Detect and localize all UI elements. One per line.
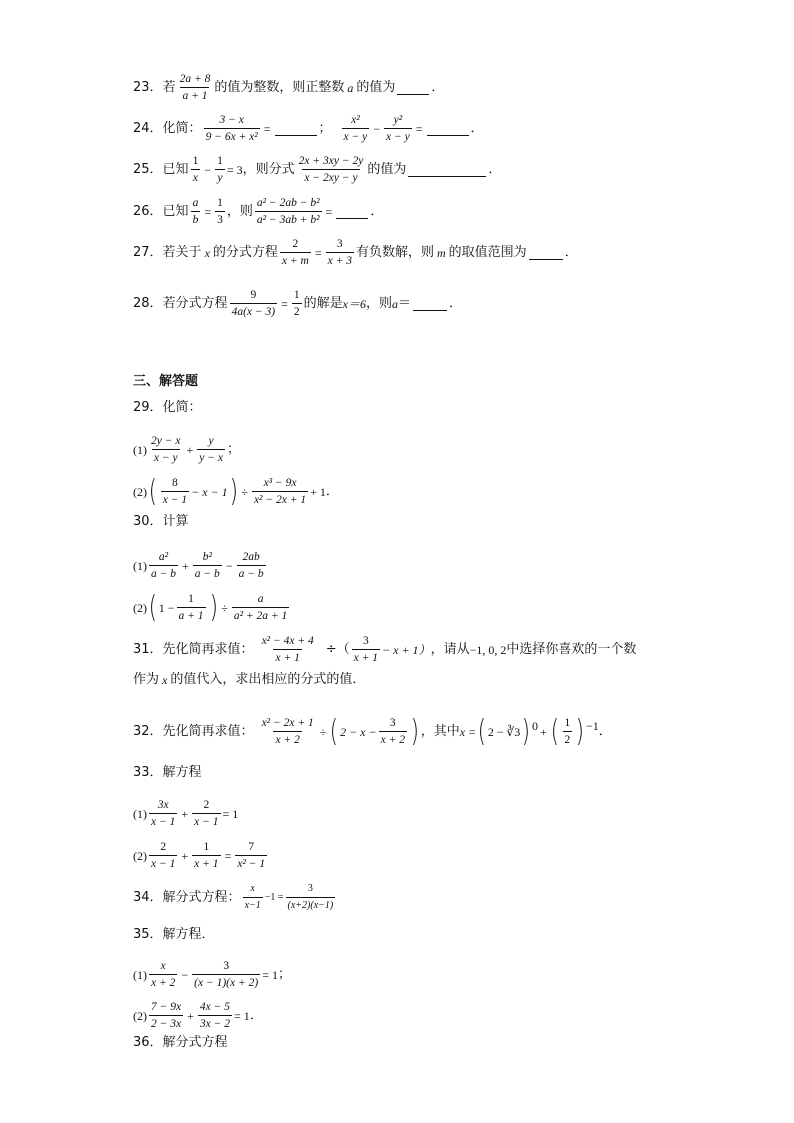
math-text: 的值为整数，则正整数 [214, 79, 345, 95]
fraction-denominator: x − y [342, 128, 370, 144]
math-text: = [263, 121, 271, 136]
fraction [204, 113, 260, 144]
parenthesis: ( [148, 473, 157, 509]
math-text: + [181, 848, 189, 863]
fraction-numerator: 3 [389, 717, 396, 729]
answer-blank[interactable] [275, 121, 317, 136]
fraction-numerator: x [250, 883, 255, 894]
question-23 [133, 72, 444, 103]
math-text: ． [249, 1007, 263, 1023]
fraction-numerator: y² [393, 114, 403, 126]
fraction-denominator: x − 1 [192, 813, 220, 829]
math-text: 计算 [162, 514, 189, 529]
question-33 [133, 763, 202, 783]
fraction [149, 959, 177, 990]
fraction-denominator: a² − 3ab + b² [255, 211, 322, 227]
math-text: a [391, 296, 398, 311]
fraction-denominator: x + 2 [273, 731, 301, 747]
question-number: 24． [133, 120, 163, 136]
fraction-denominator: y [215, 169, 224, 185]
fraction-numerator: 2x + 3xy − 2y [298, 155, 364, 167]
fraction [384, 113, 412, 144]
fraction [198, 1000, 232, 1031]
fraction-denominator: (x − 1)(x + 2) [192, 974, 260, 990]
fraction-denominator: a + 1 [177, 607, 206, 623]
fraction [260, 634, 316, 665]
question-30-part-2 [133, 589, 291, 625]
math-text: − [225, 558, 233, 573]
fraction-denominator: x² − 1 [235, 855, 267, 871]
parenthesis: ) [410, 713, 419, 749]
fraction-numerator: 1 [217, 155, 223, 167]
fraction-numerator: 3 [223, 960, 230, 972]
fraction [192, 959, 260, 990]
math-text: 若 [162, 79, 176, 95]
question-31-line-2 [133, 670, 365, 690]
fraction [280, 237, 311, 268]
fraction-numerator: x² − 4x + 4 [261, 635, 314, 647]
math-text: x = [459, 724, 477, 739]
fraction-denominator: x + 1 [192, 855, 220, 871]
fraction-denominator: 3 [215, 211, 225, 227]
fraction-numerator: 1 [203, 841, 210, 853]
math-text: = [314, 245, 322, 260]
math-text: (2) [133, 1008, 147, 1023]
math-text: = 1 [222, 806, 239, 821]
fraction-denominator: 3x − 2 [198, 1015, 232, 1031]
question-28 [133, 288, 462, 319]
fraction-denominator: y − x [197, 449, 225, 465]
fraction-denominator: x−1 [243, 897, 263, 913]
fraction-numerator: 1 [188, 593, 194, 605]
question-number: 23． [133, 79, 163, 95]
fraction [563, 716, 573, 747]
fraction-denominator: x − 2xy − y [302, 169, 359, 185]
math-text: 2 − ∛3 [487, 724, 521, 739]
fraction-denominator: x − y [152, 449, 180, 465]
question-29-part-2 [133, 473, 339, 509]
fraction-numerator: a [257, 593, 264, 605]
math-text: (1) [133, 442, 147, 457]
math-text: ． [598, 723, 612, 739]
fraction-numerator: x³ − 9x [263, 477, 297, 489]
fraction-numerator: 3x [157, 799, 169, 811]
math-text: 1 − [158, 600, 175, 615]
math-text: ÷ [221, 600, 228, 615]
fraction [149, 1000, 183, 1031]
fraction [260, 716, 316, 747]
math-text: − x + 1） [382, 642, 431, 657]
math-text: − [181, 967, 189, 982]
fraction-numerator: 1 [564, 717, 571, 729]
question-31 [133, 634, 636, 665]
math-text: (1) [133, 806, 147, 821]
fraction-denominator: b [191, 211, 201, 227]
question-30 [133, 512, 189, 532]
math-text: 的取值范围为 [448, 244, 527, 260]
math-text: 先化简再求值： [162, 641, 254, 657]
fraction [149, 550, 178, 581]
math-text: + [182, 558, 189, 573]
math-text: 若关于 [162, 244, 202, 260]
math-text: ； [278, 966, 292, 982]
math-text: x [204, 245, 210, 260]
fraction [191, 154, 201, 185]
fraction-denominator: x − 1 [161, 491, 189, 507]
question-33-part-2 [133, 840, 269, 871]
math-text: ； [318, 120, 332, 136]
math-text: = [325, 204, 333, 219]
fraction-numerator: 2 [203, 799, 210, 811]
question-25 [133, 154, 501, 185]
math-text: 0 [532, 719, 538, 733]
fraction-numerator: 2y − x [151, 435, 181, 447]
question-number: 30． [133, 514, 163, 529]
math-text: ． [325, 483, 339, 499]
fraction-denominator: a − b [149, 565, 178, 581]
math-text: = [224, 848, 232, 863]
fraction-numerator: 3 − x [219, 114, 244, 126]
math-text: = [281, 296, 288, 311]
answer-blank[interactable] [427, 121, 469, 136]
question-number: 36． [133, 1035, 163, 1050]
fraction [255, 196, 322, 227]
math-text: = [415, 121, 423, 136]
parenthesis: ) [576, 713, 585, 749]
math-text: ，则 [226, 203, 253, 219]
fraction-denominator: 4a(x − 3) [230, 303, 278, 319]
fraction [252, 476, 308, 507]
math-text: ，则 [365, 295, 392, 311]
question-29 [133, 398, 202, 418]
question-27 [133, 237, 578, 268]
fraction-numerator: 2 [160, 841, 167, 853]
fraction-numerator: 7 − 9x [151, 1001, 182, 1013]
question-35 [133, 925, 215, 945]
fraction-denominator: a − b [193, 565, 222, 581]
question-35-part-2 [133, 1000, 263, 1031]
fraction-denominator: x + 3 [326, 252, 354, 268]
math-text: 解方程 [162, 765, 202, 780]
fraction [191, 196, 201, 227]
question-number: 29． [133, 400, 163, 415]
parenthesis: ( [148, 589, 157, 625]
math-text: ； [226, 441, 240, 457]
math-text: = 3 [226, 162, 243, 177]
parenthesis: ) [522, 713, 531, 749]
math-text: 先化简再求值： [162, 723, 254, 739]
math-text: a [347, 80, 354, 95]
fraction-denominator: 9 − 6x + x² [204, 128, 260, 144]
math-text: + 1 [310, 484, 326, 499]
fraction-denominator: a² + 2a + 1 [232, 607, 289, 623]
answer-blank[interactable] [397, 80, 429, 95]
fraction-numerator: 4x − 5 [199, 1001, 231, 1013]
math-text: −1 = [264, 891, 284, 903]
math-text: + [186, 442, 194, 457]
math-text: ÷（ [325, 641, 350, 657]
fraction [326, 237, 354, 268]
math-text: ． [449, 295, 463, 311]
fraction [149, 798, 177, 829]
fraction-denominator: x [191, 169, 200, 185]
fraction [149, 434, 182, 465]
math-text: = 1 [262, 967, 278, 982]
fraction [292, 288, 302, 319]
fraction-numerator: a [192, 197, 199, 209]
fraction-numerator: 9 [250, 289, 257, 301]
fraction [230, 288, 278, 319]
fraction-denominator: x + 1 [273, 649, 301, 665]
fraction-numerator: 2a + 8 [179, 73, 211, 85]
math-text: 的解是 [303, 295, 343, 311]
math-text: ，则分式 [242, 161, 295, 177]
math-text: (1) [133, 558, 147, 573]
question-26 [133, 196, 383, 227]
math-text: x [162, 673, 168, 687]
fraction [215, 154, 225, 185]
fraction [243, 882, 263, 913]
fraction-denominator: x − y [384, 128, 412, 144]
fraction-denominator: a + 1 [180, 87, 209, 103]
question-35-part-1 [133, 959, 291, 990]
math-text: − x − 1 [191, 484, 228, 499]
fraction-numerator: 8 [172, 477, 178, 489]
math-text: 解分式方程 [162, 1035, 228, 1050]
fraction-numerator: 3 [307, 883, 313, 894]
fraction-numerator: x² − 2x + 1 [261, 717, 314, 729]
fraction-denominator: x² − 2x + 1 [252, 491, 308, 507]
math-text: (2) [133, 600, 147, 615]
math-text: ，请从 [430, 641, 470, 657]
fraction [178, 72, 213, 103]
question-number: 26． [133, 203, 163, 219]
fraction [149, 840, 177, 871]
math-text: 2 − x − [340, 724, 377, 739]
fraction [197, 434, 225, 465]
math-text: (2) [133, 848, 147, 863]
fraction-numerator: x² [351, 114, 360, 126]
math-text: = [204, 204, 212, 219]
fraction [342, 113, 370, 144]
question-30-part-1 [133, 550, 268, 581]
math-text: 已知 [162, 203, 189, 219]
fraction-numerator: 3 [336, 238, 343, 250]
fraction [237, 550, 266, 581]
math-text: 已知 [162, 161, 189, 177]
fraction [177, 592, 206, 623]
fraction [235, 840, 267, 871]
answer-blank[interactable] [408, 162, 486, 177]
math-text: x＝6 [342, 296, 366, 311]
fraction-denominator: x + 2 [379, 731, 407, 747]
math-text: 的值为 [367, 161, 407, 177]
fraction [286, 882, 336, 913]
parenthesis: ( [550, 713, 559, 749]
math-text: ÷ [319, 724, 327, 739]
fraction-numerator: 1 [217, 197, 223, 209]
question-number: 34． [133, 889, 163, 905]
question-36 [133, 1033, 228, 1053]
fraction-numerator: 1 [192, 155, 199, 167]
question-33-part-1 [133, 798, 238, 829]
fraction-numerator: b² [202, 551, 212, 563]
math-text: 化简： [162, 120, 202, 136]
question-number: 32． [133, 723, 163, 739]
fraction-denominator: x − 1 [149, 813, 177, 829]
math-text: 化简： [162, 400, 202, 415]
fraction-denominator: a − b [237, 565, 266, 581]
math-text: m [437, 245, 446, 260]
fraction-denominator: x + 1 [352, 649, 380, 665]
answer-blank[interactable] [529, 245, 563, 260]
question-24 [133, 113, 484, 144]
math-text: 中选择你喜欢的一个数 [506, 641, 637, 657]
math-text: − [373, 121, 381, 136]
math-text: ． [431, 79, 445, 95]
fraction [379, 716, 407, 747]
fraction-numerator: 7 [248, 841, 255, 853]
fraction-denominator: (x+2)(x−1) [286, 897, 336, 913]
math-text: 的值为 [356, 79, 396, 95]
question-number: 28． [133, 295, 163, 311]
fraction-denominator: x − 1 [149, 855, 177, 871]
fraction [192, 798, 220, 829]
parenthesis: ( [330, 713, 339, 749]
math-text: 的分式方程 [212, 244, 278, 260]
fraction-denominator: 2 [292, 303, 302, 319]
fraction [352, 634, 380, 665]
math-text: −1 [585, 719, 599, 733]
question-number: 25． [133, 161, 163, 177]
answer-blank[interactable] [336, 204, 368, 219]
fraction-denominator: 2 [563, 731, 573, 747]
math-text: + [540, 724, 547, 739]
math-text: 的值代入，求出相应的分式的值． [170, 672, 366, 687]
math-text: ． [488, 161, 502, 177]
math-text: + [181, 806, 189, 821]
fraction-denominator: x + 2 [149, 974, 177, 990]
math-text: ． [370, 203, 384, 219]
fraction-numerator: y [208, 435, 214, 447]
math-text: + [187, 1008, 194, 1023]
fraction [232, 592, 289, 623]
section-heading: 三、解答题 [133, 374, 199, 389]
fraction [215, 196, 225, 227]
math-text: ，其中 [420, 723, 460, 739]
parenthesis: ) [209, 589, 218, 625]
fraction [161, 476, 189, 507]
math-text: (1) [133, 967, 147, 982]
fraction-numerator: a² [158, 551, 169, 563]
fraction-denominator: 2 − 3x [149, 1015, 183, 1031]
math-text: (2) [133, 484, 147, 499]
fraction [193, 550, 222, 581]
fraction-numerator: x [160, 960, 166, 972]
question-number: 27． [133, 244, 163, 260]
math-text: 解分式方程： [162, 889, 241, 905]
fraction [297, 154, 366, 185]
math-text: ＝ [397, 295, 411, 311]
math-text: ÷ [241, 484, 248, 499]
fraction-denominator: x + m [280, 252, 311, 268]
fraction-numerator: 3 [362, 635, 369, 647]
fraction-numerator: 2ab [242, 551, 260, 563]
fraction-numerator: 2 [292, 238, 299, 250]
math-text: −1, 0, 2 [469, 642, 507, 657]
question-number: 33． [133, 765, 163, 780]
answer-blank[interactable] [413, 296, 447, 311]
question-32 [133, 713, 612, 749]
question-34 [133, 882, 337, 913]
question-number: 31． [133, 641, 163, 657]
math-text: = 1 [234, 1008, 250, 1023]
question-29-part-1 [133, 434, 240, 465]
math-text: 作为 [133, 672, 160, 687]
fraction-numerator: 1 [293, 289, 300, 301]
math-text: 若分式方程 [162, 295, 228, 311]
fraction-numerator: a² − 2ab − b² [256, 197, 320, 209]
fraction [192, 840, 220, 871]
math-text: 有负数解，则 [355, 244, 434, 260]
math-text: ． [564, 244, 578, 260]
question-number: 35． [133, 927, 163, 942]
parenthesis: ( [477, 713, 487, 749]
math-text: ． [470, 120, 484, 136]
parenthesis: ) [229, 473, 238, 509]
math-text: − [204, 162, 212, 177]
math-text: 解方程． [162, 927, 215, 942]
